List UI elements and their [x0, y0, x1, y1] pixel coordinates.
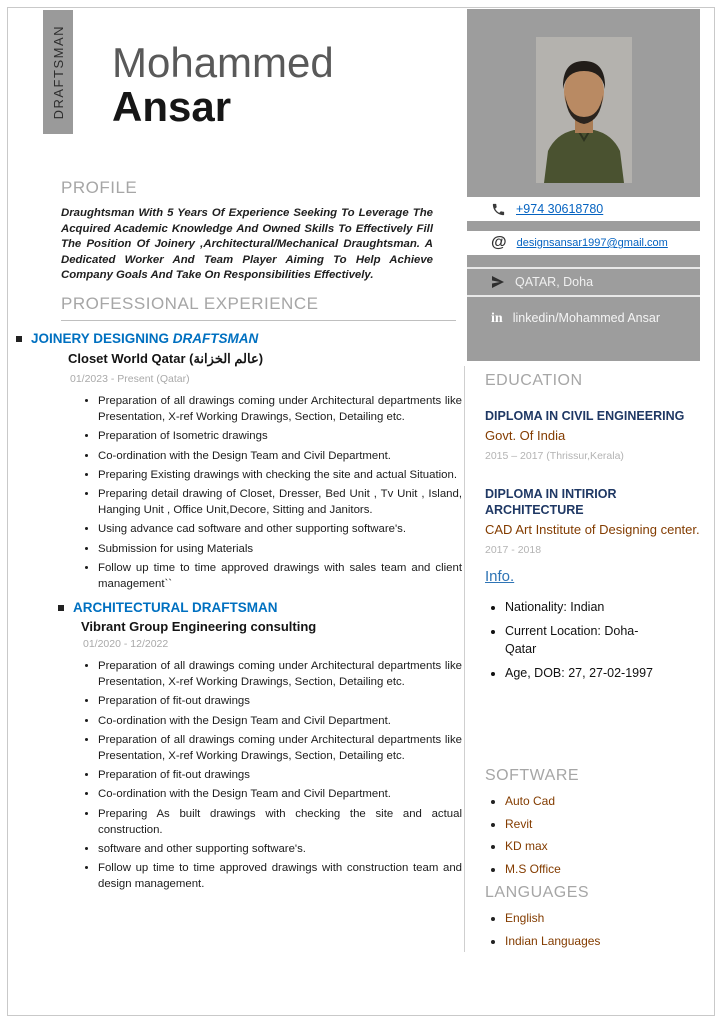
profile-text: Draughtsman With 5 Years Of Experience Seeking To Leverage The Acquired Academic Knowledge And Owned Skills To Effectively Fill The Position Of Joinery ,Architectural/Mechanical Draughtsman. A Dedicated Worker And Team Player Aiming To Help Achieve Company Goals And Take On Responsibilities Effectively. [61, 207, 433, 281]
experience-heading: PROFESSIONAL EXPERIENCE [61, 294, 456, 321]
experience-section [16, 294, 462, 896]
phone-icon [491, 202, 506, 217]
languages-heading: LANGUAGES [485, 884, 590, 902]
phone-link[interactable]: +974 30618780 [516, 202, 604, 216]
linkedin-text: linkedin/Mohammed Ansar [512, 311, 660, 325]
linkedin-icon: in [491, 311, 503, 326]
location-text: QATAR, Doha [515, 275, 594, 289]
bullet-item: • Preparing detail drawing of Closet, Dresser, Bed Unit , Tv Unit , Island, Hanging Unit , Office Unit,Decore, Sitting and Janitors. [98, 486, 462, 518]
last-name: Ansar [112, 82, 232, 130]
company-name: Vibrant Group Engineering consulting [81, 619, 317, 635]
school-name: Govt. Of India [485, 428, 566, 444]
info-item: • Nationality: Indian [505, 599, 667, 617]
language-item: • English [505, 910, 667, 927]
bullet-item: • software and other supporting software's. [98, 841, 462, 857]
software-list [487, 793, 667, 878]
email-link[interactable]: designsansar1997@gmail.com [516, 237, 668, 249]
education-item [485, 486, 703, 556]
info-heading: Info. [485, 567, 515, 585]
profile-photo-placeholder [536, 37, 632, 183]
profile-section [61, 178, 433, 295]
bullet-item: • Follow up time to time approved drawings with sales team and client management`` [98, 560, 462, 592]
bullet-item: • Co-ordination with the Design Team and Civil Department. [98, 786, 462, 802]
vertical-role-label: DRAFTSMAN [50, 24, 66, 120]
education-dates: 2017 - 2018 [485, 543, 542, 556]
bullet-item: • Preparing Existing drawings with checking the site and actual Situation. [98, 467, 462, 483]
job-bullet-list [62, 393, 462, 592]
bullet-item: • Preparation of all drawings coming under Architectural departments like Presentation, X-ref Working Drawings, Section, Detailing etc. [98, 732, 462, 764]
phone-row [467, 197, 700, 221]
software-item: • M.S Office [505, 861, 667, 878]
info-list [487, 599, 667, 683]
page-title [112, 41, 334, 128]
location-icon [491, 275, 505, 289]
school-name: CAD Art Institute of Designing center. [485, 522, 700, 538]
right-column [485, 372, 703, 956]
bullet-item: • Follow up time to time approved drawings with construction team and design management. [98, 860, 462, 892]
degree-name: DIPLOMA IN INTIRIOR ARCHITECTURE [485, 486, 617, 518]
job-dates: 01/2023 - Present (Qatar) [70, 373, 190, 385]
job-dates: 01/2020 - 12/2022 [83, 638, 169, 651]
education-heading: EDUCATION [485, 372, 583, 389]
linkedin-row[interactable] [467, 305, 700, 345]
bullet-item: • Submission for using Materials [98, 541, 462, 557]
bullet-item: • Preparation of Isometric drawings [98, 428, 462, 444]
square-bullet-icon [58, 605, 64, 611]
language-item: • Indian Languages [505, 933, 667, 950]
job-title-italic: DRAFTSMAN [172, 331, 259, 346]
software-item: • Auto Cad [505, 793, 667, 810]
bullet-item: • Preparation of all drawings coming under Architectural departments like Presentation, X-ref Working Drawings, Section, Detailing etc. [98, 658, 462, 690]
bullet-item: • Preparing As built drawings with checking the site and actual construction. [98, 806, 462, 838]
resume-page [7, 7, 715, 1016]
info-item: • Current Location: Doha-Qatar [505, 623, 667, 658]
bullet-item: • Preparation of fit-out drawings [98, 767, 462, 783]
bullet-item: • Preparation of all drawings coming under Architectural departments like Presentation, X-ref Working Drawings, Section, Detailing etc. [98, 393, 462, 425]
software-heading: SOFTWARE [485, 766, 580, 784]
column-divider [464, 366, 465, 952]
company-name: Closet World Qatar (عالم الخزانة) [68, 351, 264, 366]
location-row [467, 267, 700, 297]
info-item: • Age, DOB: 27, 27-02-1997 [505, 665, 667, 683]
contact-sidebar [467, 9, 700, 361]
email-row [467, 231, 700, 255]
profile-heading: PROFILE [61, 178, 138, 197]
first-name: Mohammed [112, 39, 334, 86]
job-title-text: ARCHITECTURAL DRAFTSMAN [73, 600, 278, 616]
email-icon: @ [491, 234, 507, 251]
software-item: • Revit [505, 816, 667, 833]
bullet-item: • Preparation of fit-out drawings [98, 693, 462, 709]
software-item: • KD max [505, 838, 667, 855]
education-dates: 2015 – 2017 (Thrissur,Kerala) [485, 449, 624, 462]
profile-photo [536, 37, 632, 183]
job-title [16, 331, 462, 346]
job-title-text: JOINERY DESIGNING [31, 331, 173, 346]
vertical-role-bar [43, 10, 73, 134]
languages-list [487, 910, 667, 950]
job-title [58, 600, 462, 615]
square-bullet-icon [16, 336, 22, 342]
bullet-item: • Using advance cad software and other supporting software's. [98, 521, 462, 537]
bullet-item: • Co-ordination with the Design Team and Civil Department. [98, 713, 462, 729]
degree-name: DIPLOMA IN CIVIL ENGINEERING [485, 409, 685, 423]
education-item [485, 408, 703, 462]
job-bullet-list [62, 658, 462, 892]
bullet-item: • Co-ordination with the Design Team and Civil Department. [98, 448, 462, 464]
